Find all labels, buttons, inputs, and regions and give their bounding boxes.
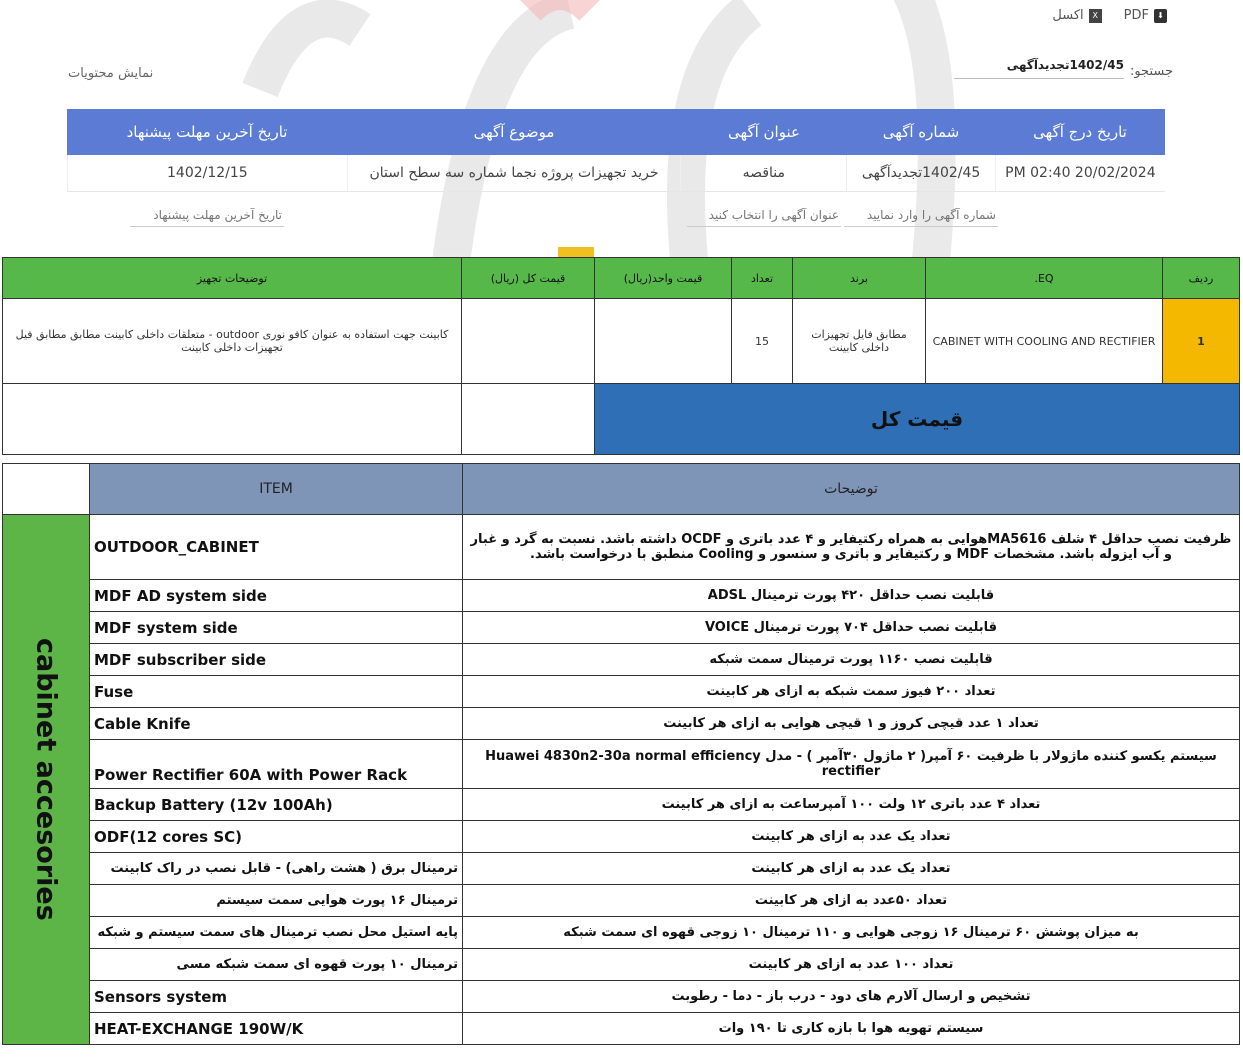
equipment-table xyxy=(2,257,1240,455)
col-header-deadline[interactable]: تاریخ آخرین مهلت پیشنهاد xyxy=(126,123,288,141)
cell-deadline: 1402/12/15 xyxy=(67,155,347,191)
acc-corner xyxy=(3,464,90,515)
acc-desc: تعداد ۵۰عدد به ازای هر کابینت xyxy=(463,885,1240,917)
acc-desc: ظرفیت نصب حداقل ۴ شلف MA5616هوایی به همراه رکتیفایر و ۴ عدد باتری و OCDF داشته باشد. نسبت به گرد و غبار و آب ایزوله باشد. مشخصات MDF و رکتیفایر و باتری و سنسور و Cooling منطبق با درخواست باشد. xyxy=(463,515,1240,580)
pdf-export-link[interactable]: ⬇ PDF xyxy=(1124,8,1167,23)
acc-desc: سیستم یکسو کننده ماژولار با ظرفیت ۶۰ آمپر( ۲ ماژول ۳۰آمپر ) - مدل Huawei 4830n2-30a normal efficiency rectifier xyxy=(463,740,1240,789)
title-filter-input[interactable] xyxy=(687,204,841,227)
accessories-table xyxy=(2,463,1240,1045)
acc-item: پایه استیل محل نصب ترمینال های سمت سیستم و شبکه xyxy=(90,917,463,949)
total-price-value xyxy=(462,384,595,455)
acc-item: Fuse xyxy=(90,676,463,708)
cell-title: مناقصه xyxy=(680,155,846,191)
side-label: cabinet accesories xyxy=(3,515,90,1045)
acc-item: OUTDOOR_CABINET xyxy=(90,515,463,580)
eq-row-eq: CABINET WITH COOLING AND RECTIFIER xyxy=(926,299,1163,384)
acc-desc: به میزان پوشش ۶۰ ترمینال ۱۶ زوجی هوایی و ۱۱۰ ترمینال ۱۰ زوجی قهوه ای سمت شبکه xyxy=(463,917,1240,949)
deadline-filter-input[interactable] xyxy=(130,204,284,227)
col-header-title[interactable]: عنوان آگهی xyxy=(728,123,800,141)
eq-header-qty: تعداد xyxy=(732,258,793,299)
total-price-label: قیمت کل xyxy=(595,384,1240,455)
eq-header-total-price: قیمت کل (ریال) xyxy=(462,258,595,299)
tender-grid-header xyxy=(67,109,1165,155)
eq-header-desc: توضیحات تجهیز xyxy=(3,258,462,299)
acc-header-item: ITEM xyxy=(90,464,463,515)
search-box xyxy=(954,58,1173,79)
acc-item: Power Rectifier 60A with Power Rack xyxy=(90,740,463,789)
eq-header-brand: برند xyxy=(793,258,926,299)
acc-item: MDF AD system side xyxy=(90,580,463,612)
cell-date: PM 02:40 20/02/2024 xyxy=(995,155,1165,191)
table-row xyxy=(3,299,1240,384)
col-header-date[interactable]: تاریخ درج آگهی xyxy=(1033,123,1127,141)
acc-desc: سیستم تهویه هوا با بازه کاری تا ۱۹۰ وات xyxy=(463,1013,1240,1045)
eq-header-unit-price: قیمت واحد(ریال) xyxy=(595,258,732,299)
acc-desc: تعداد ۴ عدد باتری ۱۲ ولت ۱۰۰ آمپرساعت به ازای هر کابینت xyxy=(463,789,1240,821)
show-contents-link[interactable]: نمایش محتویات xyxy=(68,66,154,81)
eq-row-total-price xyxy=(462,299,595,384)
acc-header-desc: توضیحات xyxy=(463,464,1240,515)
eq-row-desc: کابینت جهت استفاده به عنوان کافو نوری outdoor - متعلقات داخلی کابینت مطابق مطابق فیل تجهیزات داخلی کابینت xyxy=(3,299,462,384)
excel-export-link[interactable]: X اکسل xyxy=(1052,8,1101,23)
eq-row-brand: مطابق فایل تجهیزات داخلی کابینت xyxy=(793,299,926,384)
eq-row-qty: 15 xyxy=(732,299,793,384)
acc-item: ترمینال ۱۶ پورت هوایی سمت سیستم xyxy=(90,885,463,917)
col-header-subject[interactable]: موضوع آگهی xyxy=(473,123,555,141)
acc-desc: تعداد یک عدد به ازای هر کابینت xyxy=(463,821,1240,853)
search-input[interactable]: 1402/45تجدیدآگهی xyxy=(954,58,1124,79)
acc-item: MDF subscriber side xyxy=(90,644,463,676)
eq-header-row: ردیف xyxy=(1163,258,1240,299)
table-row[interactable] xyxy=(67,155,1165,192)
filter-row xyxy=(67,193,1165,237)
acc-item: ترمینال برق ( هشت راهی) - قابل نصب در راک کابینت xyxy=(90,853,463,885)
eq-row-unit-price xyxy=(595,299,732,384)
cell-subject: خرید تجهیزات پروژه نجما شماره سه سطح استان xyxy=(347,155,680,191)
acc-desc: قابلیت نصب حداقل ۷۰۴ پورت ترمینال VOICE xyxy=(463,612,1240,644)
search-label: جستجو: xyxy=(1129,64,1173,79)
excel-icon: X xyxy=(1089,9,1102,23)
acc-item: Cable Knife xyxy=(90,708,463,740)
acc-item: HEAT-EXCHANGE 190W/K xyxy=(90,1013,463,1045)
acc-desc: تعداد ۱ عدد قیچی کروز و ۱ قیچی هوایی به ازای هر کابینت xyxy=(463,708,1240,740)
cell-number: 1402/45تجدیدآگهی xyxy=(846,155,994,191)
acc-desc: تشخیص و ارسال آلارم های دود - درب باز - دما - رطوبت xyxy=(463,981,1240,1013)
total-price-blank xyxy=(3,384,462,455)
acc-item: ترمینال ۱۰ پورت قهوه ای سمت شبکه مسی xyxy=(90,949,463,981)
acc-desc: قابلیت نصب ۱۱۶۰ پورت ترمینال سمت شبکه xyxy=(463,644,1240,676)
col-header-number[interactable]: شماره آگهی xyxy=(882,123,960,141)
eq-header-eq: EQ. xyxy=(926,258,1163,299)
acc-item: MDF system side xyxy=(90,612,463,644)
active-tab-marker xyxy=(558,247,594,257)
acc-desc: تعداد یک عدد به ازای هر کابینت xyxy=(463,853,1240,885)
acc-desc: قابلیت نصب حداقل ۴۲۰ پورت ترمینال ADSL xyxy=(463,580,1240,612)
number-filter-input[interactable] xyxy=(844,204,998,227)
acc-item: Sensors system xyxy=(90,981,463,1013)
acc-item: Backup Battery (12v 100Ah) xyxy=(90,789,463,821)
pdf-icon: ⬇ xyxy=(1154,9,1167,23)
eq-row-num: 1 xyxy=(1163,299,1240,384)
acc-item: ODF(12 cores SC) xyxy=(90,821,463,853)
acc-desc: تعداد ۱۰۰ عدد به ازای هر کابینت xyxy=(463,949,1240,981)
acc-desc: تعداد ۲۰۰ فیوز سمت شبکه به ازای هر کابینت xyxy=(463,676,1240,708)
export-links xyxy=(1052,8,1167,23)
